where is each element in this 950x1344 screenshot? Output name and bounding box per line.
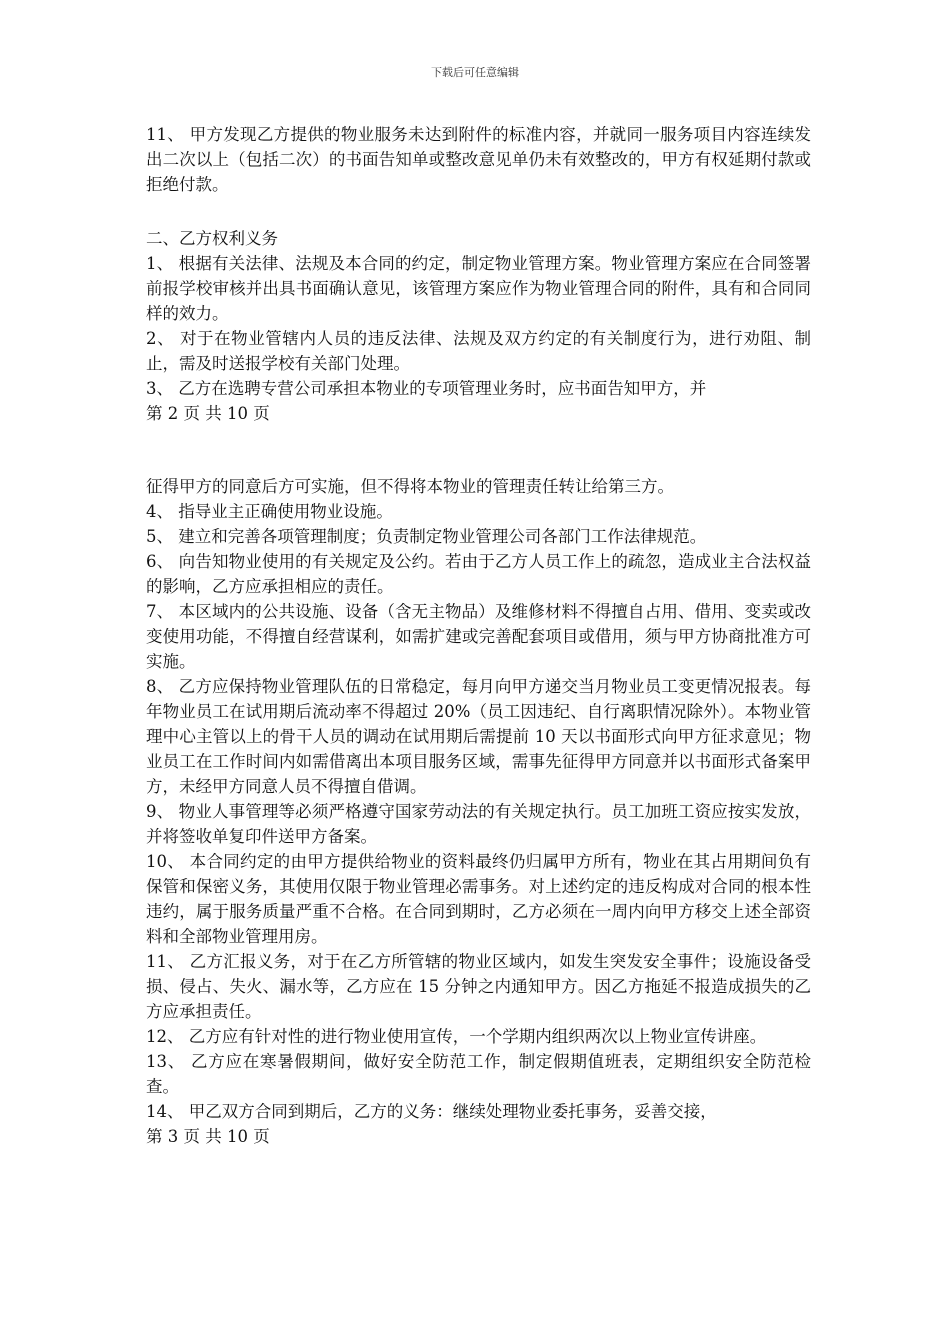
- clause-b-14: 14、 甲乙双方合同到期后，乙方的义务：继续处理物业委托事务，妥善交接，: [146, 1102, 717, 1121]
- clause-b-10: 10、 本合同约定的由甲方提供给物业的资料最终仍归属甲方所有，物业在其占用期间负有保管和保密义务，其使用仅限于物业管理必需事务。对上述约定的违反构成对合同的根本性违约，属于服务质量严重不合格。在合同到期时，乙方必须在一周内向甲方移交上述全部资料和全部物业管理用房。: [146, 852, 811, 946]
- clause-a-11: 11、 甲方发现乙方提供的物业服务未达到附件的标准内容，并就同一服务项目内容连续发出二次以上（包括二次）的书面告知单或整改意见单仍未有效整改的，甲方有权延期付款或拒绝付款。: [146, 125, 811, 194]
- page-footer: 第 3 页 共 10 页: [146, 1127, 270, 1146]
- clause-b-1: 1、 根据有关法律、法规及本合同的约定，制定物业管理方案。物业管理方案应在合同签署前报学校审核并出具书面确认意见，该管理方案应作为物业管理合同的附件，具有和合同同样的效力。: [146, 254, 811, 323]
- clause-b-12: 12、 乙方应有针对性的进行物业使用宣传，一个学期内组织两次以上物业宣传讲座。: [146, 1027, 767, 1046]
- page-footer: 第 2 页 共 10 页: [146, 404, 270, 423]
- clause-b-9: 9、 物业人事管理等必须严格遵守国家劳动法的有关规定执行。员工加班工资应按实发放，并将签收单复印件送甲方备案。: [146, 802, 811, 846]
- clause-block-party-a: [146, 122, 811, 197]
- page-3-body: [146, 474, 811, 1149]
- clause-b-8: 8、 乙方应保持物业管理队伍的日常稳定，每月向甲方递交当月物业员工变更情况报表。每年物业员工在试用期后流动率不得超过 20%（员工因违纪、自行离职情况除外）。本物业管理中心主管以上的骨干人员的调动在试用期后需提前 10 天以书面形式向甲方征求意见；物业员工在工作时间内如需借离出本项目服务区域，需事先征得甲方同意并以书面形式备案甲方，未经甲方同意人员不得擅自借调。: [146, 677, 811, 796]
- page-header: 下载后可任意编辑: [431, 66, 519, 79]
- clause-b-13: 13、 乙方应在寒暑假期间，做好安全防范工作，制定假期值班表，定期组织安全防范检查。: [146, 1052, 811, 1096]
- clause-b-6: 6、 向告知物业使用的有关规定及公约。若由于乙方人员工作上的疏忽，造成业主合法权益的影响，乙方应承担相应的责任。: [146, 552, 811, 596]
- clause-b-4: 4、 指导业主正确使用物业设施。: [146, 502, 393, 521]
- clause-b-5: 5、 建立和完善各项管理制度；负责制定物业管理公司各部门工作法律规范。: [146, 527, 707, 546]
- clause-b-11: 11、 乙方汇报义务，对于在乙方所管辖的物业区域内，如发生突发安全事件；设施设备受损、侵占、失火、漏水等，乙方应在 15 分钟之内通知甲方。因乙方拖延不报造成损失的乙方应承担责任。: [146, 952, 811, 1021]
- clause-b-3-continued: 征得甲方的同意后方可实施，但不得将本物业的管理责任转让给第三方。: [146, 477, 674, 496]
- section-heading: 二、乙方权利义务: [146, 229, 278, 248]
- clause-b-3: 3、 乙方在选聘专营公司承担本物业的专项管理业务时，应书面告知甲方，并: [146, 379, 707, 398]
- clause-b-2: 2、 对于在物业管辖内人员的违反法律、法规及双方约定的有关制度行为，进行劝阻、制止，需及时送报学校有关部门处理。: [146, 329, 811, 373]
- clause-b-7: 7、 本区域内的公共设施、设备（含无主物品）及维修材料不得擅自占用、借用、变卖或改变使用功能，不得擅自经营谋利，如需扩建或完善配套项目或借用，须与甲方协商批准方可实施。: [146, 602, 811, 671]
- section-party-b-rights: [146, 226, 811, 426]
